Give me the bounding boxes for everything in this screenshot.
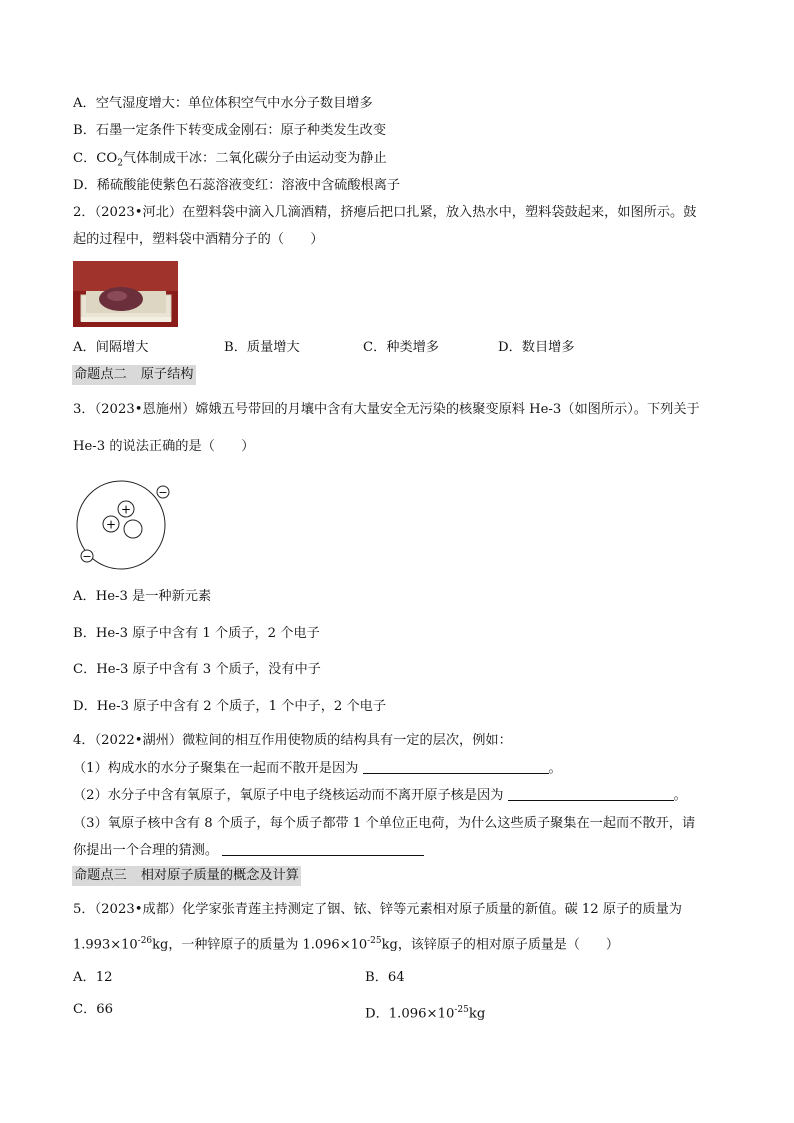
q4-part1-text: （1）构成水的水分子聚集在一起而不散开是因为 [73,761,359,776]
q1-option-c-sub: 2 [117,158,123,169]
q5-option-a: A．12 [73,970,113,985]
q2-option-a: A．间隔增大 [73,340,149,355]
q4-part2-end: 。 [673,788,687,803]
q5-option-d-exponent: -25 [454,1005,469,1015]
he3-atom-diagram [66,480,186,570]
electron-sign-1: − [158,486,168,499]
q4-part1 [73,759,562,779]
q4-part3-line1: （3）氧原子核中含有 8 个质子，每个质子都带 1 个单位正电荷，为什么这些质子聚集在一起而不散开，请 [73,816,696,831]
q1-option-c-suffix: 气体制成干冰：二氧化碳分子由运动变为静止 [122,151,387,166]
q5-stem-line2 [73,931,619,955]
q3-option-a: A．He-3 是一种新元素 [73,589,212,604]
q5-carbon-exponent: -26 [137,936,153,946]
q5-option-d [365,1000,485,1024]
q5-zinc-exponent: -25 [367,936,382,946]
q5-stem-line1: 5．（2023•成都）化学家张青莲主持测定了铟、铱、锌等元素相对原子质量的新值。碳 12 原子的质量为 [73,902,682,917]
q4-part3-answer-blank[interactable] [222,841,424,856]
q4-stem: 4．（2022•湖州）微粒间的相互作用使物质的结构具有一定的层次，例如： [73,733,512,748]
section-heading-relative-atomic-mass [72,866,301,886]
electron-sign-2: − [82,550,92,563]
proton-sign-2: + [105,517,117,532]
q1-option-c-prefix: C．CO [73,151,118,166]
q4-part2-answer-blank[interactable] [508,786,674,801]
section2-label: 命题点二 [74,367,127,382]
q2-option-b: B．质量增大 [224,340,300,355]
q4-part1-answer-blank[interactable] [363,759,549,774]
q2-option-c: C．种类增多 [363,340,440,355]
q4-part3-line2 [73,841,424,861]
q1-option-c [73,149,387,174]
q2-option-d: D．数目增多 [498,340,575,355]
q3-option-c: C．He-3 原子中含有 3 个质子，没有中子 [73,662,321,677]
q1-option-a: A．空气湿度增大：单位体积空气中水分子数目增多 [73,96,373,111]
q4-part3-text: 你提出一个合理的猜测。 [73,843,219,858]
q3-option-b: B．He-3 原子中含有 1 个质子，2 个电子 [73,626,320,641]
q2-stem-line1: 2．（2023•河北）在塑料袋中滴入几滴酒精，挤瘪后把口扎紧，放入热水中，塑料袋鼓起来，如图所示。鼓 [73,205,697,220]
q3-stem-line1: 3．（2023•恩施州）嫦娥五号带回的月壤中含有大量安全无污染的核聚变原料 He-3（如图所示）。下列关于 [73,402,700,417]
q5-stem-end: kg，该锌原子的相对原子质量是（ ） [381,937,619,953]
section3-label: 命题点三 [74,868,127,883]
q4-part2-text: （2）水分子中含有氧原子，氧原子中电子绕核运动而不离开原子核是因为 [73,788,504,803]
q5-option-b: B．64 [365,970,405,985]
q3-option-d: D．He-3 原子中含有 2 个质子，1 个中子，2 个电子 [73,699,387,714]
q5-option-c: C．66 [73,1002,114,1017]
section2-title: 原子结构 [140,367,194,382]
q1-option-b: B．石墨一定条件下转变成金刚石：原子种类发生改变 [73,123,387,138]
plastic-bag-photo [73,261,178,327]
q4-part2 [73,786,687,806]
proton-sign-1: + [120,502,132,517]
q4-part1-end: 。 [548,761,562,776]
q3-stem-line2: He-3 的说法正确的是（ ） [73,439,255,454]
q5-option-d-unit: kg [468,1006,486,1022]
q5-zinc-mass: kg，一种锌原子的质量为 1.096×10 [152,937,368,953]
q5-carbon-mass: 1.993×10 [73,937,138,953]
section-heading-atom-structure [72,365,196,385]
section3-title: 相对原子质量的概念及计算 [140,868,299,883]
q5-option-d-value: D．1.096×10 [365,1006,455,1022]
q2-stem-line2: 起的过程中，塑料袋中酒精分子的（ ） [73,232,324,247]
q1-option-d: D．稀硫酸能使紫色石蕊溶液变红：溶液中含硫酸根离子 [73,178,401,193]
